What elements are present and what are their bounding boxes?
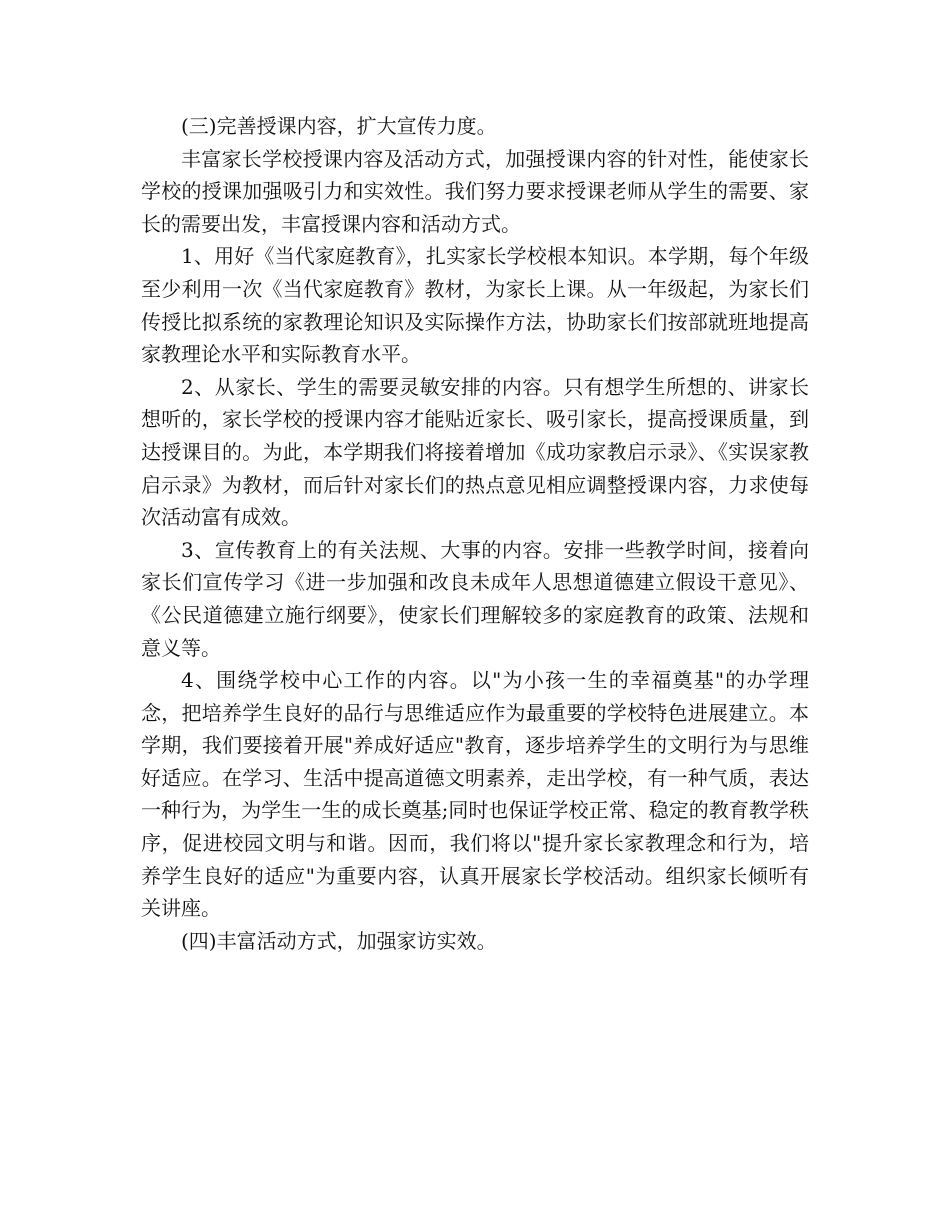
section-heading-4: (四)丰富活动方式，加强家访实效。 <box>181 928 497 953</box>
intro-paragraph: 丰富家长学校授课内容及活动方式，加强授课内容的针对性，能使家长学校的授课加强吸引力和实效性。我们努力要求授课老师从学生的需要、家长的需要出发，丰富授课内容和活动方式。 <box>141 146 809 236</box>
section-heading-3: (三)完善授课内容，扩大宣传力度。 <box>181 114 497 138</box>
item-3-paragraph: 3、宣传教育上的有关法规、大事的内容。安排一些教学时间，接着向家长们宣传学习《进一步加强和改良未成年人思想道德建立假设干意见》、《公民道德建立施行纲要》，使家长们理解较多的家庭教育的政策、法规和意义等。 <box>141 537 809 660</box>
item-4-paragraph: 4、围绕学校中心工作的内容。以"为小孩一生的幸福奠基"的办学理念，把培养学生良好的品行与思维适应作为最重要的学校特色进展建立。本学期，我们要接着开展"养成好适应"教育，逐步培养学生的文明行为与思维好适应。在学习、生活中提高道德文明素养，走出学校，有一种气质，表达一种行为，为学生一生的成长奠基;同时也保证学校正常、稳定的教育教学秩序，促进校园文明与和谐。因而，我们将以"提升家长家教理念和行为，培养学生良好的适应"为重要内容，认真开展家长学校活动。组织家长倾听有关讲座。 <box>141 668 809 921</box>
item-1-paragraph: 1、用好《当代家庭教育》，扎实家长学校根本知识。本学期，每个年级至少利用一次《当代家庭教育》教材，为家长上课。从一年级起，为家长们传授比拟系统的家教理论知识及实际操作方法，协助家长们按部就班地提高家教理论水平和实际教育水平。 <box>141 244 809 367</box>
item-2-paragraph: 2、从家长、学生的需要灵敏安排的内容。只有想学生所想的、讲家长想听的，家长学校的授课内容才能贴近家长、吸引家长，提高授课质量，到达授课目的。为此，本学期我们将接着增加《成功家教启示录》、《实误家教启示录》为教材，而后针对家长们的热点意见相应调整授课内容，力求使每次活动富有成效。 <box>141 374 809 530</box>
